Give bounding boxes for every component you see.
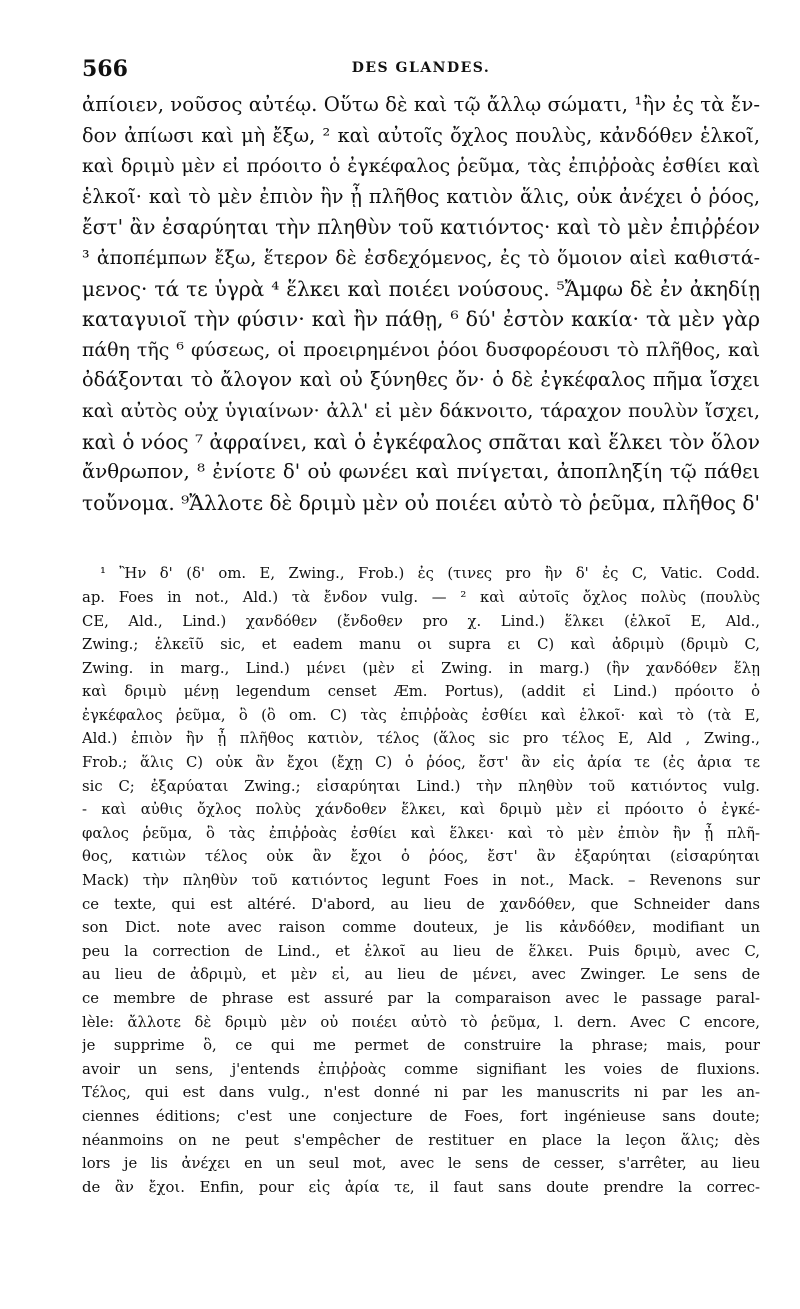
footnote-line: φαλος ῥεῦμα, ὃ τὰς ἐπιῤῥοὰς ἐσθίει καὶ ἕλκει· καὶ τὸ μὲν ἐπιὸν ἢν ᾖ πλῆ- bbox=[82, 824, 760, 842]
running-title: DES GLANDES. bbox=[351, 60, 491, 76]
footnote-line: lors je lis ἀνέχει en un seul mot, avec le sens de cesser, s'arrêter, au lieu bbox=[82, 1155, 760, 1173]
footnote-line: - καὶ αὐθις ὄχλος πολὺς χάνδοθεν ἕλκει, καὶ δριμὺ μὲν εἰ πρόοιτο ὁ ἐγκέ- bbox=[82, 801, 760, 819]
footnote-line: avoir un sens, j'entends ἐπιῤῥοὰς comme signifiant les voies de fluxions. bbox=[82, 1060, 760, 1078]
footnote-line: Ald.) ἐπιὸν ἢν ᾖ πλῆθος κατιὸν, τέλος (ἅλος sic pro τέλος E, Ald , Zwing., bbox=[82, 730, 760, 748]
footnote-line: ce texte, qui est altéré. D'abord, au lieu de χανδόθεν, que Schneider dans bbox=[82, 895, 760, 913]
footnote-line: θος, κατιὼν τέλος οὐκ ἂν ἔχοι ὁ ῥόος, ἔστ' ἂν ἐξαρύηται (εἰσαρύηται bbox=[82, 848, 760, 866]
footnote-line: ἐγκέφαλος ῥεῦμα, ὃ (ὃ om. C) τὰς ἐπιῤῥοὰς ἐσθίει καὶ ἑλκοῖ· καὶ τὸ (τὰ E, bbox=[82, 706, 760, 724]
footnote-line: ciennes éditions; c'est une conjecture de Foes, fort ingénieuse sans doute; bbox=[82, 1107, 760, 1125]
footnote-line: καὶ δριμὺ μένῃ legendum censet Æm. Portus), (addit εἰ Lind.) πρόοιτο ὁ bbox=[82, 683, 760, 701]
footnote-line: lèle: ἄλλοτε δὲ δριμὺ μὲν οὐ ποιέει αὐτὸ τὸ ῥεῦμα, l. dern. Avec C encore, bbox=[82, 1013, 760, 1031]
footnote-line: je supprime ὃ, ce qui me permet de construire la phrase; mais, pour bbox=[82, 1037, 760, 1055]
footnote-line: au lieu de ἀδριμὺ, et μὲν εἰ, au lieu de μένει, avec Zwinger. Le sens de bbox=[82, 966, 760, 984]
footnote-line: Mack) τὴν πληθὺν τοῦ κατιόντος legunt Foes in not., Mack. – Revenons sur bbox=[82, 872, 760, 890]
footnote-line: sic C; ἐξαρύαται Zwing.; εἰσαρύηται Lind.) τὴν πληθὺν τοῦ κατιόντος vulg. bbox=[82, 777, 760, 795]
text-line: μενος· τά τε ὑγρὰ ⁴ ἕλκει καὶ ποιέει νούσους. ⁵Ἄμφω δὲ ἐν ἀκηδίῃ bbox=[82, 276, 760, 301]
footnote-line: peu la correction de Lind., et ἑλκοῖ au lieu de ἕλκει. Puis δριμὺ, avec C, bbox=[82, 942, 760, 960]
footnote-line: son Dict. note avec raison comme douteux, je lis κἀνδόθεν, modifiant un bbox=[82, 919, 760, 937]
footnote-line: ¹ Ἢν δ' (δ' om. E, Zwing., Frob.) ἐς (τινες pro ἢν δ' ἐς C, Vatic. Codd. bbox=[100, 565, 760, 583]
text-line: ἔστ' ἂν ἐσαρύηται τὴν πληθὺν τοῦ κατιόντος· καὶ τὸ μὲν ἐπιῤῥέον bbox=[82, 215, 760, 240]
footnote-line: de ἂν ἔχοι. Enfin, pour εἰς ἀρία τε, il faut sans doute prendre la correc- bbox=[82, 1178, 760, 1196]
text-line: πάθη τῆς ⁶ φύσεως, οἱ προειρημένοι ῥόοι δυσφορέουσι τὸ πλῆθος, καὶ bbox=[82, 338, 760, 361]
footnote-line: Zwing.; ἑλκεῖῦ sic, et eadem manu οι supra ει C) καὶ ἀδριμὺ (δριμὺ C, bbox=[82, 636, 760, 654]
footnote-line: ce membre de phrase est assuré par la comparaison avec le passage paral- bbox=[82, 990, 760, 1007]
footnote-line: néanmoins on ne peut s'empêcher de restituer en place la leçon ἅλις; dès bbox=[82, 1131, 760, 1149]
footnote-line: Τέλος, qui est dans vulg., n'est donné ni par les manuscrits ni par les an- bbox=[82, 1084, 760, 1102]
text-line: ³ ἀποπέμπων ἔξω, ἕτερον δὲ ἐσδεχόμενος, ἐς τὸ ὅμοιον αἰεὶ καθιστά- bbox=[82, 246, 760, 269]
text-line: ἄνθρωπον, ⁸ ἐνίοτε δ' οὐ φωνέει καὶ πνίγεται, ἀποπληξίη τῷ πάθει bbox=[82, 460, 760, 484]
page-number: 566 bbox=[82, 56, 128, 82]
footnotes bbox=[82, 562, 760, 1199]
footnote-line: CE, Ald., Lind.) χανδόθεν (ἔνδοθεν pro χ. Lind.) ἕλκει (ἑλκοῖ E, Ald., bbox=[82, 612, 760, 630]
text-line: δον ἀπίωσι καὶ μὴ ἔξω, ² καὶ αὐτοῖς ὄχλος πουλὺς, κἀνδόθεν ἑλκοῖ, bbox=[82, 123, 760, 147]
footnote-line: Zwing. in marg., Lind.) μένει (μὲν εἰ Zwing. in marg.) (ἢν χανδόθεν ἕλῃ bbox=[82, 659, 760, 677]
text-line: ἀπίοιεν, νοῦσος αὐτέῳ. Οὕτω δὲ καὶ τῷ ἄλλῳ σώματι, ¹ἢν ἐς τὰ ἔν- bbox=[82, 93, 760, 116]
text-line: τοὔνομα. ⁹Ἄλλοτε δὲ δριμὺ μὲν οὐ ποιέει αὐτὸ τὸ ῥεῦμα, πλῆθος δ' bbox=[82, 490, 760, 515]
footnote-line: Frob.; ἅλις C) οὐκ ἂν ἔχοι (ἔχῃ C) ὁ ῥόος, ἔστ' ἂν εἰς ἀρία τε (ἐς ἀρια τε bbox=[82, 754, 760, 772]
text-line: καὶ αὐτὸς οὐχ ὑγιαίνων· ἀλλ' εἰ μὲν δάκνοιτο, τάραχον πουλὺν ἴσχει, bbox=[82, 399, 760, 422]
text-line: καταγυιοῖ τὴν φύσιν· καὶ ἢν πάθῃ, ⁶ δύ' ἐστὸν κακία· τὰ μὲν γὰρ bbox=[82, 307, 760, 332]
running-head bbox=[82, 56, 760, 86]
main-greek-text bbox=[82, 90, 760, 518]
text-line: ὀδάξονται τὸ ἄλογον καὶ οὐ ξύνηθες ὄν· ὁ δὲ ἐγκέφαλος πῆμα ἴσχει bbox=[82, 368, 760, 392]
text-line: καὶ δριμὺ μὲν εἰ πρόοιτο ὁ ἐγκέφαλος ῥεῦμα, τὰς ἐπιῤῥοὰς ἐσθίει καὶ bbox=[82, 155, 760, 178]
text-line: καὶ ὁ νόος ⁷ ἀφραίνει, καὶ ὁ ἐγκέφαλος σπᾶται καὶ ἕλκει τὸν ὅλον bbox=[82, 429, 760, 454]
footnote-line: ap. Foes in not., Ald.) τὰ ἔνδον vulg. — ² καὶ αὐτοῖς ὄχλος πολὺς (πουλὺς bbox=[82, 588, 760, 606]
text-line: ἑλκοῖ· καὶ τὸ μὲν ἐπιὸν ἢν ᾖ πλῆθος κατιὸν ἅλις, οὐκ ἀνέχει ὁ ῥόος, bbox=[82, 184, 760, 208]
